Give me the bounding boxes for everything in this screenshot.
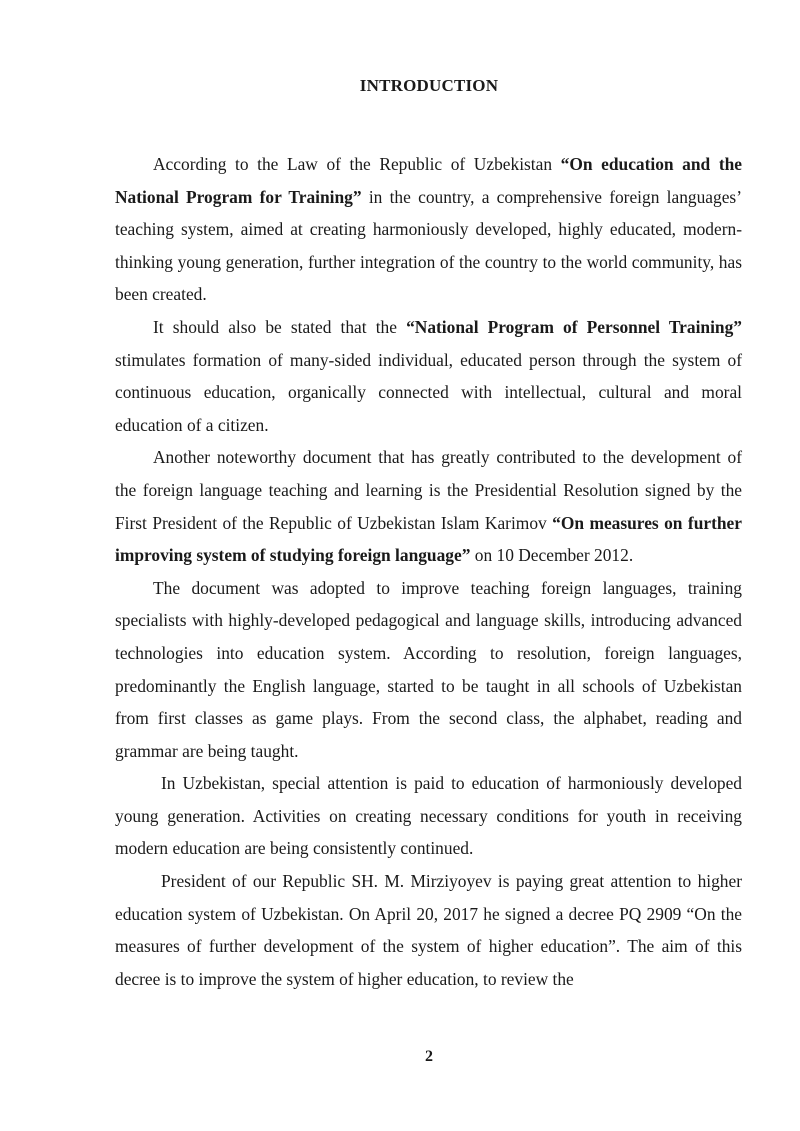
- paragraph-2: [115, 311, 742, 441]
- paragraph-5: In Uzbekistan, special attention is paid to education of harmoniously developed young generation. Activities on creating necessary conditions for youth in receiving modern education are being consistently continued.: [115, 773, 742, 859]
- paragraph-6: President of our Republic SH. M. Mirziyoyev is paying great attention to higher education system of Uzbekistan. On April 20, 2017 he signed a decree PQ 2909 “On the measures of further development of the system of higher education”. The aim of this decree is to improve the system of higher education, to review the: [115, 871, 742, 989]
- paragraph-2-text-b: stimulates formation of many-sided individual, educated person through the system of continuous education, organically connected with intellectual, cultural and moral education of a citizen.: [115, 349, 742, 435]
- paragraph-3-text-a: Another noteworthy document that has greatly contributed to the development of the foreign language teaching and learning is the Presidential Resolution signed by the First President of the Republic of Uzbekistan Islam Karimov: [115, 447, 742, 533]
- paragraph-4: The document was adopted to improve teaching foreign languages, training specialists with highly-developed pedagogical and language skills, introducing advanced technologies into education system. According to resolution, foreign languages, predominantly the English language, started to be taught in all schools of Uzbekistan from first classes as game plays. From the second class, the alphabet, reading and grammar are being taught.: [115, 577, 742, 761]
- paragraph-2-text-a: It should also be stated that the: [153, 316, 407, 337]
- paragraph-2-bold: “National Program of Personnel Training”: [406, 316, 742, 337]
- paragraph-3: [115, 441, 742, 571]
- paragraph-1: [115, 148, 742, 311]
- paragraph-1-bold: “On education and the National Program for Training”: [115, 154, 742, 207]
- paragraph-1-text-a: According to the Law of the Republic of Uzbekistan: [153, 154, 561, 174]
- paragraph-1-text-b: in the country, a comprehensive foreign languages’ teaching system, aimed at creating harmoniously developed, highly educated, modern-thinking young generation, further integration of the country to the world community, has been created.: [115, 186, 742, 305]
- body-text: [115, 148, 742, 995]
- paragraph-3-bold: “On measures on further improving system of studying foreign language”: [115, 512, 742, 566]
- paragraph-3-text-b: on 10 December 2012.: [470, 545, 634, 566]
- page-title: INTRODUCTION: [359, 76, 499, 95]
- page-number: 2: [425, 1048, 433, 1065]
